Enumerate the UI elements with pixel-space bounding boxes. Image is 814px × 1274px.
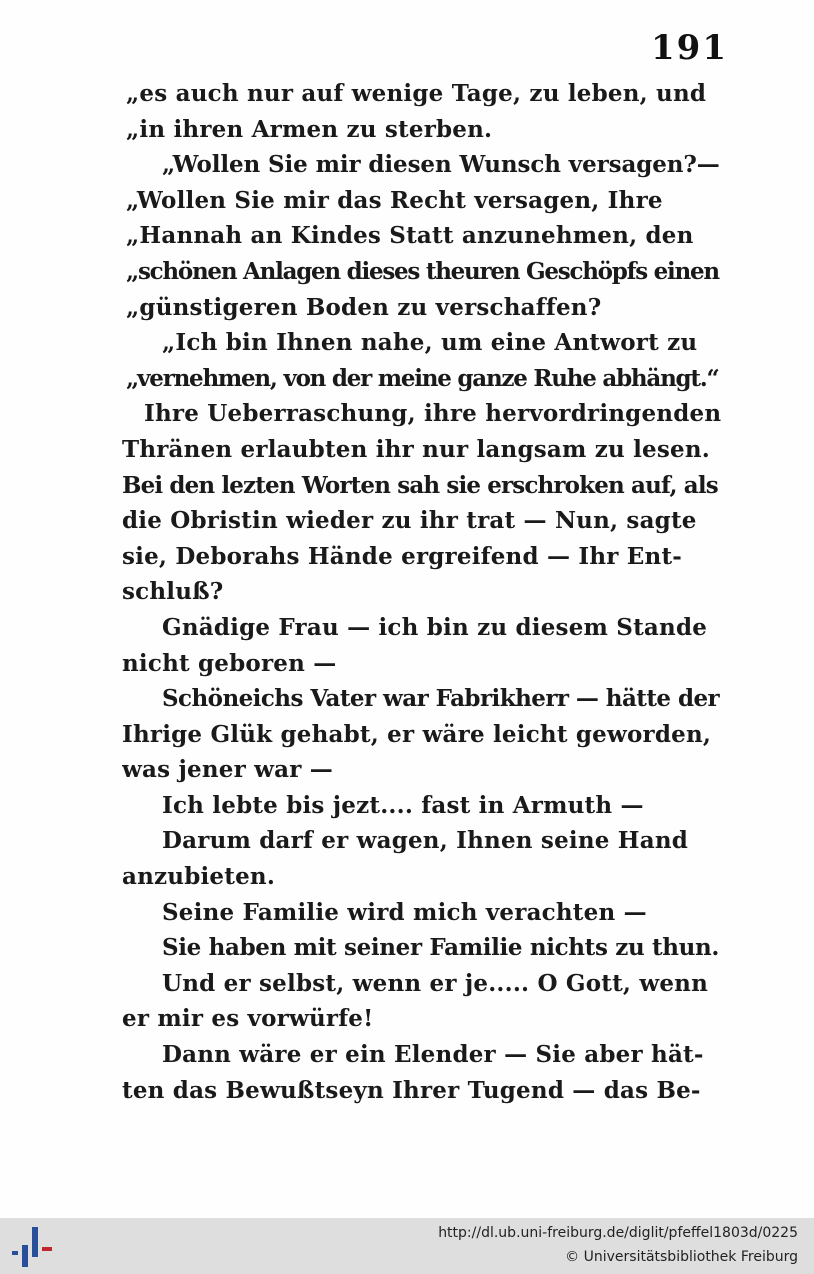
- text-line: nicht geboren —: [122, 649, 337, 677]
- text-line: „Ich bin Ihnen nahe, um eine Antwort zu: [162, 329, 698, 357]
- text-line: „Wollen Sie mir diesen Wunsch versagen?—: [162, 151, 720, 179]
- text-line: Ihre Ueberraschung, ihre hervordringenden: [144, 400, 722, 428]
- text-line: Schöneichs Vater war Fabrikherr — hätte der: [162, 685, 720, 713]
- text-line: Bei den lezten Worten sah sie erschroken auf, als: [122, 471, 718, 499]
- text-line: „schönen Anlagen dieses theuren Geschöpfs einen: [126, 257, 719, 285]
- text-line: er mir es vorwürfe!: [122, 1005, 374, 1033]
- text-line: „in ihren Armen zu sterben.: [126, 115, 493, 143]
- copyright-notice: © Universitätsbibliothek Freiburg: [565, 1249, 798, 1265]
- text-line: schluß?: [122, 578, 224, 606]
- text-line: Ihrige Glük gehabt, er wäre leicht geworden,: [122, 720, 712, 748]
- text-line: „Hannah an Kindes Statt anzunehmen, den: [126, 222, 694, 250]
- page-text: [122, 76, 728, 1108]
- text-line: Thränen erlaubten ihr nur langsam zu lesen.: [122, 435, 710, 463]
- text-line: sie, Deborahs Hände ergreifend — Ihr Ent-: [122, 542, 683, 570]
- text-line: Sie haben mit seiner Familie nichts zu thun.: [162, 934, 720, 962]
- text-line: die Obristin wieder zu ihr trat — Nun, sagte: [122, 507, 697, 535]
- ub-freiburg-logo-icon: [10, 1225, 54, 1267]
- text-line: was jener war —: [122, 756, 333, 784]
- text-line: Dann wäre er ein Elender — Sie aber hät-: [162, 1041, 704, 1069]
- text-line: Und er selbst, wenn er je..... O Gott, wenn: [162, 969, 709, 997]
- text-line: Seine Familie wird mich verachten —: [162, 898, 647, 926]
- viewer-footer: [0, 1218, 814, 1274]
- text-line: „günstigeren Boden zu verschaffen?: [126, 293, 602, 321]
- text-line: „es auch nur auf wenige Tage, zu leben, und: [126, 80, 707, 107]
- page-number: 191: [651, 28, 728, 68]
- text-line: Ich lebte bis jezt.... fast in Armuth —: [162, 791, 644, 819]
- text-line: „Wollen Sie mir das Recht versagen, Ihre: [126, 186, 663, 214]
- text-line: Darum darf er wagen, Ihnen seine Hand: [162, 827, 689, 855]
- text-line: ten das Bewußtseyn Ihrer Tugend — das Be-: [122, 1076, 701, 1104]
- text-line: anzubieten.: [122, 863, 276, 891]
- text-line: Gnädige Frau — ich bin zu diesem Stande: [162, 613, 708, 641]
- text-line: „vernehmen, von der meine ganze Ruhe abhängt.“: [126, 364, 719, 392]
- source-url[interactable]: http://dl.ub.uni-freiburg.de/diglit/pfeffel1803d/0225: [438, 1225, 798, 1241]
